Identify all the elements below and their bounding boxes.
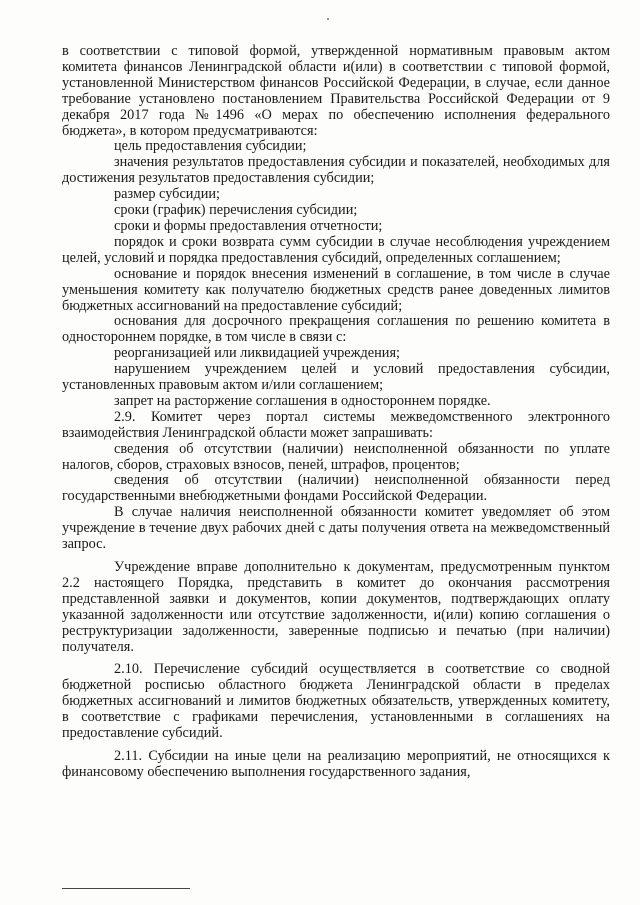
list-item-transfer-schedule: сроки (график) перечисления субсидии;: [114, 202, 358, 219]
list-item-termination-grounds: основания для досрочного прекращения соглашения по решению комитета в одностороннем порядке, в том числе в связи с:: [62, 313, 610, 346]
list-item-reporting-forms: сроки и формы предоставления отчетности;: [114, 217, 383, 234]
document-body: [62, 44, 610, 781]
scan-speck: [327, 18, 329, 20]
list-item-reorganization: реорганизацией или ликвидацией учреждения;: [114, 345, 400, 362]
footnote-divider: [62, 888, 190, 889]
paragraph-2-9: 2.9. Комитет через портал системы межведомственного электронного взаимодействия Ленинградской области может запрашивать:: [62, 408, 610, 441]
list-item-tax-debt: сведения об отсутствии (наличии) неисполненной обязанности по уплате налогов, сборов, страховых взносов, пеней, штрафов, процентов;: [62, 440, 610, 473]
paragraph-2-11: 2.11. Субсидии на иные цели на реализацию мероприятий, не относящихся к финансовому обеспечению выполнения государственного задания,: [62, 747, 610, 780]
list-item-refund-procedure: порядок и сроки возврата сумм субсидии в случае несоблюдения учреждением целей, условий и порядка предоставления субсидий, определенных соглашением;: [62, 233, 610, 266]
paragraph-2-10: 2.10. Перечисление субсидий осуществляется в соответствие со сводной бюджетной росписью областного бюджета Ленинградской области в пределах бюджетных ассигнований и лимитов бюджетных обязательств, утвержденных комитету, в соответствие с графиками перечисления, установленными в соглашениях на предоставление субсидий.: [62, 661, 610, 742]
paragraph-additional-documents: Учреждение вправе дополнительно к документам, предусмотренным пунктом 2.2 настоящего Порядка, представить в комитет до окончания рассмотрения представленной заявки и документов, копии документов, подтверждающих оплату указанной задолженности или отсутствие задолженности, и(или) копию соглашения о реструктуризации задолженности, заверенные подписью и печатью (при наличии) получателя.: [62, 559, 610, 655]
paragraph-intro-continuation: в соответствии с типовой формой, утвержденной нормативным правовым актом комитета финансов Ленинградской области и(или) в соответствии с типовой формой, установленной Министерством финансов Российской Федерации, в случае, если данное требование установлено постановлением Правительства Российской Федерации от 9 декабря 2017 года №1496 «О мерах по обеспечению исполнения федерального бюджета», в котором предусматриваются:: [62, 43, 610, 139]
list-item-subsidy-amount: размер субсидии;: [114, 186, 220, 203]
list-item-results-values: значения результатов предоставления субсидии и показателей, необходимых для достижения результатов предоставления субсидии;: [62, 154, 610, 187]
paragraph-debt-notice: В случае наличия неисполненной обязанности комитет уведомляет об этом учреждение в течение двух рабочих дней с даты получения ответа на межведомственный запрос.: [62, 504, 610, 553]
list-item-termination-ban: запрет на расторжение соглашения в одностороннем порядке.: [114, 392, 491, 409]
list-item-fund-debt: сведения об отсутствии (наличии) неисполненной обязанности перед государственными внебюджетными фондами Российской Федерации.: [62, 472, 610, 505]
list-item-amendment-procedure: основание и порядок внесения изменений в соглашение, в том числе в случае уменьшения комитету как получателю бюджетных средств ранее доведенных лимитов бюджетных ассигнований на предоставление субсидий;: [62, 265, 610, 314]
list-item-violation: нарушением учреждением целей и условий предоставления субсидии, установленных правовым актом и/или соглашением;: [62, 361, 610, 394]
list-item-subsidy-purpose: цель предоставления субсидии;: [114, 138, 307, 155]
